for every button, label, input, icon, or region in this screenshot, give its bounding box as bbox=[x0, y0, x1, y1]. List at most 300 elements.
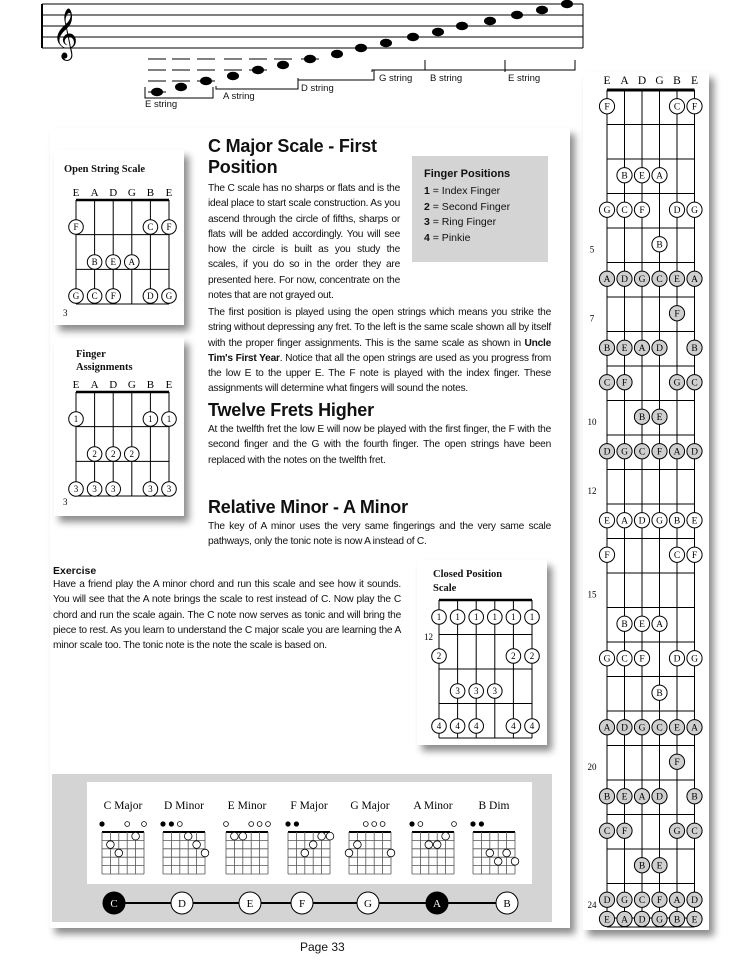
open-string-marker bbox=[418, 822, 423, 827]
neck-note bbox=[634, 513, 649, 528]
fretboard-neck-card bbox=[583, 72, 709, 930]
svg-text:A: A bbox=[656, 620, 663, 631]
neck-note bbox=[669, 892, 684, 907]
scale-note bbox=[69, 220, 84, 235]
neck-string-name: D bbox=[637, 75, 647, 87]
svg-text:E: E bbox=[691, 915, 698, 926]
neck-note bbox=[687, 911, 702, 926]
staff-note bbox=[355, 44, 367, 52]
svg-text:D: D bbox=[621, 723, 628, 734]
finger-position-item: 3 = Ring Finger bbox=[424, 216, 497, 228]
staff-note bbox=[536, 6, 548, 14]
svg-text:E: E bbox=[246, 897, 254, 910]
svg-text:A: A bbox=[621, 516, 628, 527]
svg-text:B: B bbox=[673, 516, 681, 527]
scale-degree-circle bbox=[103, 892, 125, 914]
neck-note bbox=[634, 892, 649, 907]
svg-text:E: E bbox=[604, 516, 610, 527]
scale-note bbox=[143, 482, 158, 497]
neck-note bbox=[617, 616, 632, 631]
finger-positions-title: Finger Positions bbox=[424, 168, 511, 180]
staff-note bbox=[432, 28, 444, 36]
svg-text:B: B bbox=[691, 792, 698, 803]
svg-text:F: F bbox=[656, 447, 663, 458]
neck-note bbox=[617, 911, 632, 926]
chord-diagrams bbox=[52, 774, 552, 922]
finger-assignments-card bbox=[54, 338, 184, 516]
neck-note bbox=[599, 823, 614, 838]
svg-text:1: 1 bbox=[148, 414, 153, 425]
finger-position-item: 2 = Second Finger bbox=[424, 200, 511, 213]
open-string-marker bbox=[257, 822, 262, 827]
neck-note bbox=[652, 444, 667, 459]
staff-note bbox=[456, 22, 468, 30]
svg-text:3: 3 bbox=[73, 484, 79, 495]
chord-finger-dot bbox=[318, 832, 326, 840]
scale-note bbox=[488, 610, 503, 625]
neck-note bbox=[687, 202, 702, 217]
svg-text:F: F bbox=[691, 551, 698, 562]
neck-note bbox=[652, 340, 667, 355]
neck-note bbox=[634, 858, 649, 873]
svg-text:B: B bbox=[638, 861, 646, 872]
closed-position-title-2: Scale bbox=[433, 583, 457, 594]
svg-text:2: 2 bbox=[110, 449, 116, 460]
open-string-marker bbox=[452, 822, 457, 827]
svg-text:A: A bbox=[433, 897, 441, 910]
scale-note bbox=[525, 610, 540, 625]
chord-name: G Major bbox=[350, 800, 390, 812]
scale-note bbox=[87, 447, 102, 462]
chord-panel bbox=[52, 774, 552, 922]
svg-text:E: E bbox=[656, 413, 663, 424]
scale-note bbox=[525, 649, 540, 664]
chord-finger-dot bbox=[239, 832, 247, 840]
staff-note bbox=[561, 0, 573, 8]
neck-note bbox=[617, 202, 632, 217]
scale-note bbox=[69, 412, 84, 427]
svg-text:A: A bbox=[691, 723, 698, 734]
svg-text:F: F bbox=[674, 758, 680, 769]
chord-name: C Major bbox=[103, 800, 143, 812]
neck-fret-number: 20 bbox=[587, 762, 597, 772]
neck-note bbox=[669, 375, 684, 390]
neck-note bbox=[599, 271, 614, 286]
svg-text:1: 1 bbox=[166, 414, 172, 425]
svg-text:1: 1 bbox=[455, 612, 460, 623]
staff-label-d: D string bbox=[301, 83, 334, 94]
neck-note bbox=[617, 892, 632, 907]
neck-note bbox=[652, 789, 667, 804]
chord-finger-dot bbox=[201, 849, 209, 857]
closed-position-title-1: Closed Position bbox=[433, 569, 503, 580]
chord-finger-dot bbox=[309, 841, 317, 849]
neck-note bbox=[652, 168, 667, 183]
svg-text:C: C bbox=[147, 222, 154, 233]
chord-finger-dot bbox=[107, 841, 115, 849]
fret-number: 3 bbox=[63, 308, 68, 318]
neck-note bbox=[617, 789, 632, 804]
neck-note bbox=[669, 271, 684, 286]
svg-text:A: A bbox=[691, 275, 698, 286]
svg-text:G: G bbox=[638, 723, 646, 734]
muted-string-marker bbox=[294, 821, 299, 826]
scale-note bbox=[87, 482, 102, 497]
neck-note bbox=[599, 202, 614, 217]
neck-note bbox=[687, 444, 702, 459]
svg-text:C: C bbox=[603, 827, 611, 838]
scale-note bbox=[69, 289, 84, 304]
svg-text:B: B bbox=[638, 413, 646, 424]
svg-text:2: 2 bbox=[92, 449, 97, 460]
scale-note bbox=[450, 719, 465, 734]
scale-degree-circle bbox=[291, 892, 313, 914]
svg-text:E: E bbox=[674, 275, 680, 286]
svg-text:1: 1 bbox=[473, 612, 479, 623]
neck-note bbox=[599, 651, 614, 666]
scale-note bbox=[488, 684, 503, 699]
svg-text:A: A bbox=[621, 915, 628, 926]
scale-note bbox=[69, 482, 84, 497]
neck-note bbox=[687, 547, 702, 562]
scale-note bbox=[162, 482, 177, 497]
neck-note bbox=[599, 547, 614, 562]
scale-note bbox=[506, 649, 521, 664]
svg-text:D: D bbox=[603, 896, 611, 907]
scale-note bbox=[106, 482, 121, 497]
scale-note bbox=[506, 610, 521, 625]
svg-text:1: 1 bbox=[436, 612, 442, 623]
title-line-2: Position bbox=[208, 157, 278, 177]
page-title bbox=[208, 136, 408, 178]
neck-note bbox=[669, 99, 684, 114]
neck-note bbox=[669, 202, 684, 217]
svg-text:2: 2 bbox=[511, 651, 516, 662]
string-name: E bbox=[72, 379, 80, 391]
neck-note bbox=[617, 340, 632, 355]
neck-note bbox=[652, 513, 667, 528]
staff-label-high-e: E string bbox=[508, 73, 541, 84]
string-name: E bbox=[72, 187, 80, 199]
finger-positions-box bbox=[412, 156, 548, 262]
svg-text:4: 4 bbox=[473, 721, 479, 732]
finger-positions-list bbox=[424, 184, 510, 246]
svg-text:C: C bbox=[110, 897, 118, 910]
chord-finger-dot bbox=[354, 841, 362, 849]
neck-note bbox=[634, 271, 649, 286]
svg-text:F: F bbox=[674, 309, 680, 320]
svg-text:F: F bbox=[691, 102, 698, 113]
svg-text:F: F bbox=[621, 827, 628, 838]
svg-text:C: C bbox=[691, 378, 698, 389]
scale-note bbox=[162, 289, 177, 304]
neck-fret-number: 12 bbox=[587, 486, 597, 496]
open-string-marker bbox=[363, 822, 368, 827]
string-name: E bbox=[165, 187, 173, 199]
neck-note bbox=[687, 823, 702, 838]
svg-text:G: G bbox=[621, 896, 628, 907]
svg-text:G: G bbox=[72, 291, 80, 302]
svg-text:1: 1 bbox=[492, 612, 498, 623]
svg-text:A: A bbox=[673, 896, 681, 907]
scale-note bbox=[125, 255, 140, 270]
string-name: A bbox=[90, 379, 99, 391]
neck-note bbox=[687, 99, 702, 114]
neck-note bbox=[669, 720, 684, 735]
neck-note bbox=[652, 892, 667, 907]
open-string-marker bbox=[266, 822, 271, 827]
neck-fret-number: 24 bbox=[587, 900, 597, 910]
neck-note bbox=[634, 340, 649, 355]
chord-finger-dot bbox=[425, 841, 433, 849]
string-name: G bbox=[127, 187, 136, 199]
neck-note bbox=[687, 271, 702, 286]
chord-finger-dot bbox=[503, 849, 511, 857]
svg-text:3: 3 bbox=[148, 484, 153, 495]
neck-note bbox=[634, 444, 649, 459]
neck-fret-number: 10 bbox=[587, 417, 597, 427]
svg-text:1: 1 bbox=[73, 414, 79, 425]
scale-note bbox=[143, 412, 158, 427]
muted-string-marker bbox=[160, 821, 165, 826]
scale-note bbox=[432, 719, 447, 734]
chord-finger-dot bbox=[511, 858, 519, 866]
scale-degree-circle bbox=[239, 892, 261, 914]
svg-text:A: A bbox=[638, 344, 646, 355]
svg-text:B: B bbox=[673, 915, 681, 926]
scale-note bbox=[432, 610, 447, 625]
staff-note bbox=[227, 72, 239, 80]
neck-note bbox=[599, 99, 614, 114]
scale-note bbox=[162, 220, 177, 235]
neck-note bbox=[617, 823, 632, 838]
svg-text:G: G bbox=[364, 897, 372, 910]
page-number: Page 33 bbox=[300, 940, 345, 954]
fret-number: 3 bbox=[63, 497, 68, 507]
svg-text:D: D bbox=[638, 915, 646, 926]
staff-notation bbox=[30, 0, 585, 120]
chord-name: F Major bbox=[290, 800, 328, 812]
open-string-marker bbox=[125, 822, 130, 827]
svg-text:C: C bbox=[621, 206, 628, 217]
chord-finger-dot bbox=[387, 849, 395, 857]
music-staff bbox=[30, 0, 585, 120]
svg-text:C: C bbox=[673, 102, 681, 113]
neck-note bbox=[669, 444, 684, 459]
svg-text:3: 3 bbox=[455, 686, 460, 697]
svg-text:C: C bbox=[656, 275, 663, 286]
neck-fret-number: 15 bbox=[587, 589, 597, 600]
neck-note bbox=[617, 720, 632, 735]
scale-degree-circle bbox=[496, 892, 518, 914]
chord-finger-dot bbox=[326, 832, 334, 840]
scale-note bbox=[469, 719, 484, 734]
string-name: D bbox=[109, 187, 118, 199]
scale-degree-circle bbox=[171, 892, 193, 914]
svg-text:4: 4 bbox=[529, 721, 535, 732]
neck-string-name: E bbox=[603, 75, 611, 87]
neck-note bbox=[669, 513, 684, 528]
svg-text:C: C bbox=[691, 827, 698, 838]
svg-text:E: E bbox=[674, 723, 680, 734]
neck-note bbox=[617, 651, 632, 666]
finger-assignment-diagram bbox=[54, 374, 184, 516]
muted-string-marker bbox=[99, 821, 104, 826]
twelve-frets-section bbox=[208, 400, 551, 468]
book-title: Uncle Tim's First Year bbox=[208, 337, 551, 364]
staff-label-b: B string bbox=[430, 73, 463, 84]
svg-text:C: C bbox=[656, 723, 663, 734]
neck-note bbox=[652, 685, 667, 700]
muted-string-marker bbox=[169, 821, 174, 826]
staff-note bbox=[175, 83, 187, 91]
twelve-frets-heading: Twelve Frets Higher bbox=[208, 400, 374, 420]
svg-text:G: G bbox=[165, 291, 173, 302]
svg-text:E: E bbox=[639, 171, 645, 182]
neck-note bbox=[687, 892, 702, 907]
neck-note bbox=[634, 651, 649, 666]
neck-note bbox=[634, 409, 649, 424]
neck-note bbox=[652, 720, 667, 735]
svg-text:C: C bbox=[621, 654, 628, 665]
svg-text:C: C bbox=[638, 447, 646, 458]
neck-string-name: E bbox=[690, 75, 699, 87]
open-string-marker bbox=[177, 822, 182, 827]
svg-text:E: E bbox=[110, 257, 116, 268]
neck-note bbox=[599, 789, 614, 804]
string-name: B bbox=[146, 187, 155, 199]
svg-text:2: 2 bbox=[129, 449, 135, 460]
svg-text:A: A bbox=[128, 257, 136, 268]
neck-note bbox=[599, 375, 614, 390]
svg-text:G: G bbox=[603, 654, 611, 665]
scale-note bbox=[162, 412, 177, 427]
svg-text:B: B bbox=[656, 240, 663, 251]
svg-text:D: D bbox=[603, 447, 611, 458]
neck-note bbox=[669, 547, 684, 562]
staff-note bbox=[252, 66, 264, 74]
neck-note bbox=[634, 202, 649, 217]
neck-note bbox=[634, 911, 649, 926]
staff-note bbox=[484, 17, 496, 25]
neck-note bbox=[652, 409, 667, 424]
muted-string-marker bbox=[470, 821, 475, 826]
neck-note bbox=[617, 271, 632, 286]
neck-note bbox=[634, 616, 649, 631]
string-name: G bbox=[127, 379, 136, 391]
neck-note bbox=[687, 340, 702, 355]
intro-paragraph: The C scale has no sharps or flats and is the ideal place to start scale construction. As you ascend through the circle of fifths, sharps or flats will be added accordingly. You will see how the circle is built as you study the scales, if you do so in the order they are presented here. For now, concentrate on the notes that are not grayed out. bbox=[208, 183, 400, 302]
chord-finger-dot bbox=[301, 849, 309, 857]
staff-note bbox=[380, 39, 392, 47]
fretboard-neck bbox=[583, 72, 709, 930]
svg-text:D: D bbox=[147, 291, 154, 302]
svg-text:F: F bbox=[73, 222, 79, 233]
svg-text:F: F bbox=[656, 896, 663, 907]
svg-text:C: C bbox=[638, 896, 646, 907]
svg-text:G: G bbox=[656, 516, 663, 527]
open-string-marker bbox=[142, 822, 147, 827]
finger-position-item: 4 = Pinkie bbox=[424, 231, 471, 244]
exercise-text: Have a friend play the A minor chord and run this scale and see how it sounds. You will see that the A note brings the scale to rest instead of C. Now play the C chord and run the scale again. The C note now serves as tonic and will bring the piece to rest. As you learn to understand the C major scale you are learning the A minor scale too. The tonic note is the note the scale is based on. bbox=[53, 579, 401, 652]
neck-note bbox=[599, 513, 614, 528]
chord-finger-dot bbox=[486, 849, 494, 857]
staff-note bbox=[200, 77, 212, 85]
scale-note bbox=[106, 255, 121, 270]
svg-text:4: 4 bbox=[455, 721, 460, 732]
open-string-marker bbox=[372, 822, 377, 827]
closed-position-card bbox=[417, 560, 547, 745]
svg-text:F: F bbox=[166, 222, 172, 233]
neck-note bbox=[599, 720, 614, 735]
scale-note bbox=[469, 684, 484, 699]
chord-finger-dot bbox=[433, 841, 441, 849]
staff-label-low-e: E string bbox=[145, 99, 178, 110]
neck-note bbox=[687, 513, 702, 528]
scale-note bbox=[87, 289, 102, 304]
chord-name: B Dim bbox=[478, 800, 510, 812]
scale-note bbox=[87, 255, 102, 270]
svg-text:E: E bbox=[604, 915, 610, 926]
neck-note bbox=[599, 444, 614, 459]
relative-minor-paragraph: The key of A minor uses the very same fingerings and the very same scale pathways, only the tonic note is now A instead of C. bbox=[208, 521, 551, 548]
neck-note bbox=[634, 789, 649, 804]
svg-text:3: 3 bbox=[92, 484, 97, 495]
svg-text:B: B bbox=[621, 620, 628, 631]
string-name: B bbox=[146, 379, 155, 391]
neck-note bbox=[652, 858, 667, 873]
scale-note bbox=[125, 447, 140, 462]
svg-text:G: G bbox=[603, 206, 611, 217]
neck-note bbox=[634, 168, 649, 183]
neck-note bbox=[617, 375, 632, 390]
staff-note bbox=[331, 50, 343, 58]
muted-string-marker bbox=[409, 821, 414, 826]
finger-assignments-title-1: Finger bbox=[76, 349, 106, 360]
staff-note bbox=[304, 55, 316, 63]
scale-degree-circle bbox=[426, 892, 448, 914]
string-name: A bbox=[90, 187, 99, 199]
muted-string-marker bbox=[285, 821, 290, 826]
svg-text:3: 3 bbox=[473, 686, 479, 697]
twelve-frets-paragraph: At the twelfth fret the low E will now be played with the first finger, the F with the second finger and the G with the fourth finger. The open strings have been replaced with the notes on the twelfth fret. bbox=[208, 424, 551, 466]
svg-text:A: A bbox=[673, 447, 681, 458]
scale-note bbox=[143, 289, 158, 304]
svg-text:F: F bbox=[604, 102, 610, 113]
svg-text:C: C bbox=[673, 551, 681, 562]
svg-text:A: A bbox=[638, 792, 646, 803]
staff-label-g: G string bbox=[379, 73, 413, 84]
open-string-diagram bbox=[54, 180, 184, 325]
scale-note bbox=[432, 649, 447, 664]
neck-note bbox=[634, 720, 649, 735]
open-string-marker bbox=[224, 822, 229, 827]
relative-minor-section bbox=[208, 497, 551, 550]
neck-note bbox=[669, 306, 684, 321]
svg-text:D: D bbox=[691, 896, 698, 907]
svg-text:G: G bbox=[621, 447, 628, 458]
svg-text:D: D bbox=[656, 344, 663, 355]
svg-text:1: 1 bbox=[511, 612, 516, 623]
svg-text:G: G bbox=[638, 275, 646, 286]
neck-note bbox=[669, 754, 684, 769]
scale-note bbox=[450, 610, 465, 625]
svg-text:G: G bbox=[673, 827, 681, 838]
svg-text:A: A bbox=[656, 171, 663, 182]
svg-text:B: B bbox=[603, 792, 611, 803]
neck-note bbox=[617, 513, 632, 528]
treble-clef-icon: 𝄞 bbox=[52, 9, 79, 58]
